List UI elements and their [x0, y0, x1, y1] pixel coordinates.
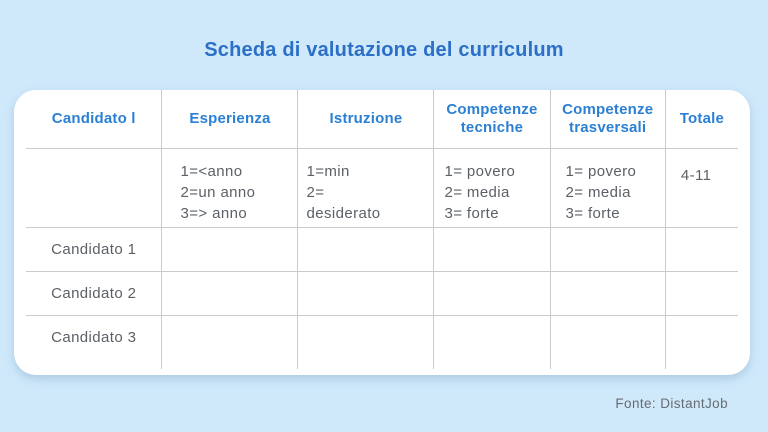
- legend-line: 1= povero: [565, 162, 637, 180]
- legend-line: 1=<anno: [180, 162, 243, 180]
- score-cell: [434, 315, 550, 359]
- legend-line: 2=: [306, 183, 325, 201]
- score-cell: [162, 227, 298, 271]
- column-header-totale: Totale: [665, 90, 738, 148]
- candidate-row-3: [26, 315, 738, 359]
- score-cell: [434, 227, 550, 271]
- candidate-row-1: [26, 227, 738, 271]
- legend-line: 3=> anno: [180, 204, 248, 222]
- score-cell: [665, 227, 738, 271]
- legend-row: [26, 148, 738, 227]
- candidate-row-2: [26, 271, 738, 315]
- page-title: Scheda di valutazione del curriculum: [204, 39, 564, 61]
- legend-competenze-trasversali: [550, 148, 665, 227]
- column-header-competenze-trasversali: Competenze trasversali: [550, 90, 665, 148]
- legend-line: 3= forte: [444, 204, 499, 222]
- legend-line: 1= povero: [444, 162, 516, 180]
- score-cell: [162, 271, 298, 315]
- score-cell: [665, 315, 738, 359]
- candidate-label: Candidato 3: [26, 315, 162, 359]
- legend-line: 2=un anno: [180, 183, 256, 201]
- legend-line: desiderato: [306, 204, 381, 222]
- evaluation-table: [26, 90, 738, 369]
- score-cell: [298, 315, 434, 359]
- legend-competenze-tecniche: [434, 148, 550, 227]
- legend-line: 2= media: [565, 183, 631, 201]
- score-cell: [550, 271, 665, 315]
- source-attribution: Fonte: DistantJob: [615, 396, 728, 411]
- score-cell: [162, 315, 298, 359]
- column-header-esperienza: Esperienza: [162, 90, 298, 148]
- score-cell: [298, 227, 434, 271]
- legend-line: 3= forte: [565, 204, 620, 222]
- table-header-row: [26, 90, 738, 148]
- column-header-candidato: Candidato l: [26, 90, 162, 148]
- score-cell: [298, 271, 434, 315]
- score-cell: [665, 271, 738, 315]
- legend-line: 2= media: [444, 183, 510, 201]
- legend-totale-range: 4-11: [665, 148, 738, 227]
- legend-candidato-empty: [26, 148, 162, 227]
- legend-line: 1=min: [306, 162, 350, 180]
- score-cell: [550, 227, 665, 271]
- score-cell: [550, 315, 665, 359]
- candidate-label: Candidato 2: [26, 271, 162, 315]
- column-header-competenze-tecniche: Competenze tecniche: [434, 90, 550, 148]
- legend-istruzione: [298, 148, 434, 227]
- score-cell: [434, 271, 550, 315]
- evaluation-card: [14, 90, 750, 375]
- table-bottom-spacer: [26, 359, 738, 369]
- candidate-label: Candidato 1: [26, 227, 162, 271]
- column-header-istruzione: Istruzione: [298, 90, 434, 148]
- legend-esperienza: [162, 148, 298, 227]
